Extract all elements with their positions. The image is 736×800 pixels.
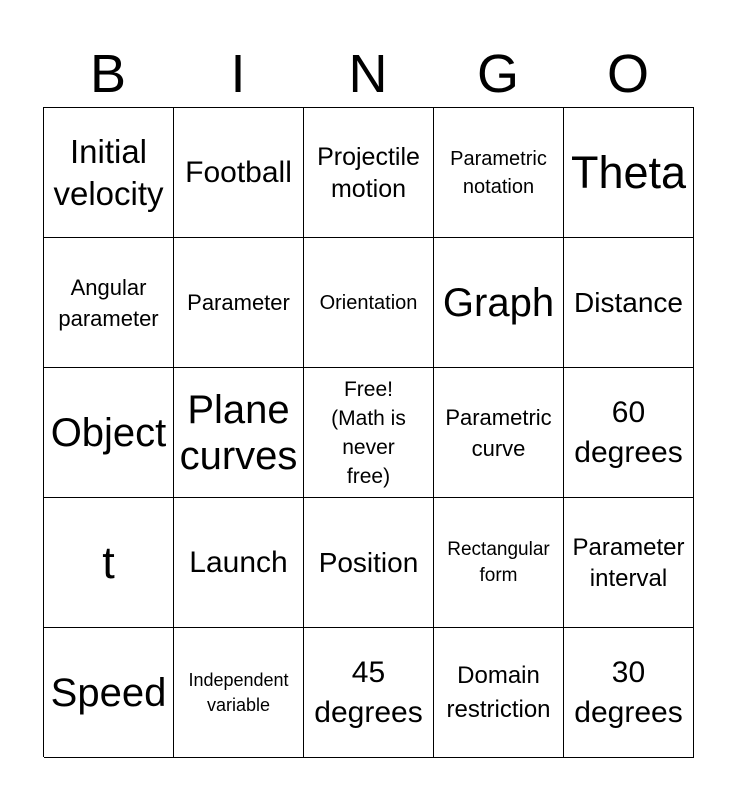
cell-label: Domain restriction — [446, 661, 551, 723]
cell-label: Parametric notation — [450, 147, 547, 198]
bingo-cell[interactable] — [564, 498, 694, 628]
header-letter-i: I — [230, 44, 246, 104]
bingo-cell[interactable] — [434, 368, 564, 498]
bingo-cell[interactable] — [174, 108, 304, 238]
cell-label: Rectangular form — [447, 538, 550, 586]
header-letter-o: O — [606, 44, 649, 104]
cell-label: 30 degrees — [574, 655, 683, 729]
bingo-cell[interactable] — [304, 498, 434, 628]
cell-label: Distance — [574, 286, 683, 318]
bingo-cell[interactable] — [174, 238, 304, 368]
header-letter-n: N — [348, 44, 388, 104]
cell-label: Football — [185, 155, 292, 189]
cell-label: Position — [318, 546, 419, 578]
header-letter-b: B — [89, 44, 127, 104]
bingo-board — [43, 107, 694, 757]
bingo-cell[interactable] — [44, 368, 174, 498]
bingo-cell[interactable] — [434, 628, 564, 758]
cell-label: Parameter — [187, 290, 290, 315]
cell-label: 45 degrees — [314, 655, 423, 729]
bingo-cell[interactable] — [434, 238, 564, 368]
cell-label: Orientation — [319, 291, 418, 314]
cell-label: Initial velocity — [53, 132, 164, 212]
bingo-cell[interactable] — [44, 498, 174, 628]
bingo-cell[interactable] — [44, 108, 174, 238]
bingo-cell[interactable] — [564, 108, 694, 238]
cell-label: t — [102, 536, 115, 588]
bingo-cell[interactable] — [174, 628, 304, 758]
cell-label: Theta — [570, 146, 687, 198]
cell-label: Graph — [442, 280, 555, 325]
cell-label: Object — [50, 410, 167, 455]
cell-label: Independent variable — [188, 669, 289, 715]
cell-label: Launch — [189, 545, 288, 579]
bingo-cell[interactable] — [304, 628, 434, 758]
cell-label: Projectile motion — [317, 142, 420, 203]
bingo-header — [43, 42, 693, 106]
bingo-cell[interactable] — [174, 498, 304, 628]
bingo-cell[interactable] — [564, 628, 694, 758]
cell-label: Plane curves — [179, 387, 298, 478]
header-letter-g: G — [476, 44, 519, 104]
cell-label: Angular parameter — [58, 274, 159, 331]
bingo-cell[interactable] — [434, 108, 564, 238]
bingo-cell[interactable] — [304, 108, 434, 238]
free-space-cell[interactable] — [304, 368, 434, 498]
bingo-cell[interactable] — [564, 238, 694, 368]
bingo-cell[interactable] — [44, 238, 174, 368]
cell-label: Parametric curve — [445, 404, 552, 461]
cell-label: Parameter interval — [572, 533, 685, 592]
cell-label: 60 degrees — [574, 395, 683, 469]
free-space-label: Free! (Math is never free) — [331, 377, 406, 488]
bingo-cell[interactable] — [304, 238, 434, 368]
bingo-cell[interactable] — [564, 368, 694, 498]
bingo-cell[interactable] — [174, 368, 304, 498]
bingo-cell[interactable] — [44, 628, 174, 758]
bingo-cell[interactable] — [434, 498, 564, 628]
cell-label: Speed — [50, 670, 167, 715]
